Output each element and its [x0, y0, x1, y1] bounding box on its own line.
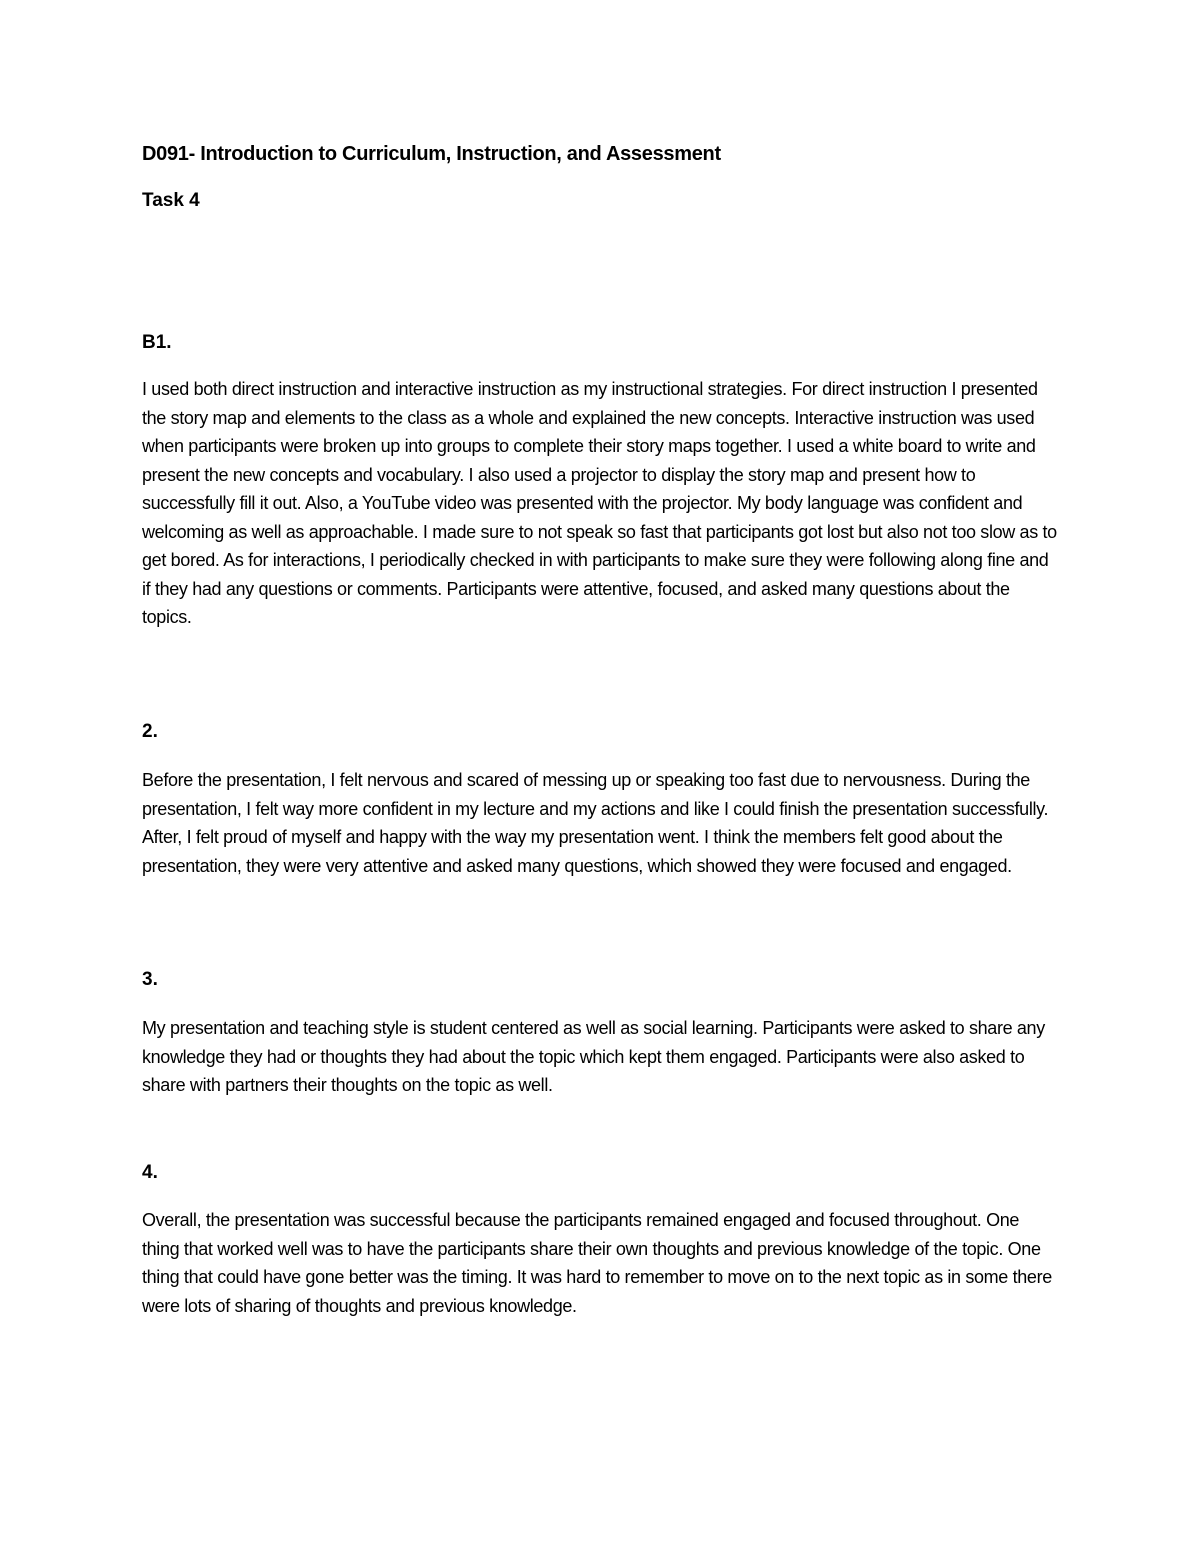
section-heading-3: 3. [142, 969, 158, 990]
section-paragraph-3: My presentation and teaching style is student centered as well as social learning. Participants were asked to share any knowledge they had or thoughts they had about the topic which kept them engaged. Participants were also asked to share with partners their thoughts on the topic as well. [142, 1018, 1045, 1095]
section-heading-b1: B1. [142, 332, 172, 353]
section-paragraph-2: Before the presentation, I felt nervous and scared of messing up or speaking too fast due to nervousness. During the presentation, I felt way more confident in my lecture and my actions and like I could finish the presentation successfully. After, I felt proud of myself and happy with the way my presentation went. I think the members felt good about the presentation, they were very attentive and asked many questions, which showed they were focused and engaged. [142, 770, 1049, 876]
document-title: D091- Introduction to Curriculum, Instruction, and Assessment [142, 143, 721, 165]
section-paragraph-4: Overall, the presentation was successful because the participants remained engaged and focused throughout. One thing that worked well was to have the participants share their own thoughts and previous knowledge of the topic. One thing that could have gone better was the timing. It was hard to remember to move on to the next topic as in some there were lots of sharing of thoughts and previous knowledge. [142, 1210, 1052, 1316]
document-subtitle: Task 4 [142, 190, 200, 211]
section-heading-2: 2. [142, 721, 158, 742]
section-heading-4: 4. [142, 1162, 158, 1183]
section-paragraph-b1: I used both direct instruction and interactive instruction as my instructional strategies. For direct instruction I presented the story map and elements to the class as a whole and explained the new concepts. Interactive instruction was used when participants were broken up into groups to complete their story maps together. I used a white board to write and present the new concepts and vocabulary. I also used a projector to display the story map and present how to successfully fill it out. Also, a YouTube video was presented with the projector. My body language was confident and welcoming as well as approachable. I made sure to not speak so fast that participants got lost but also not too slow as to get bored. As for interactions, I periodically checked in with participants to make sure they were following along fine and if they had any questions or comments. Participants were attentive, focused, and asked many questions about the topics. [142, 379, 1057, 627]
